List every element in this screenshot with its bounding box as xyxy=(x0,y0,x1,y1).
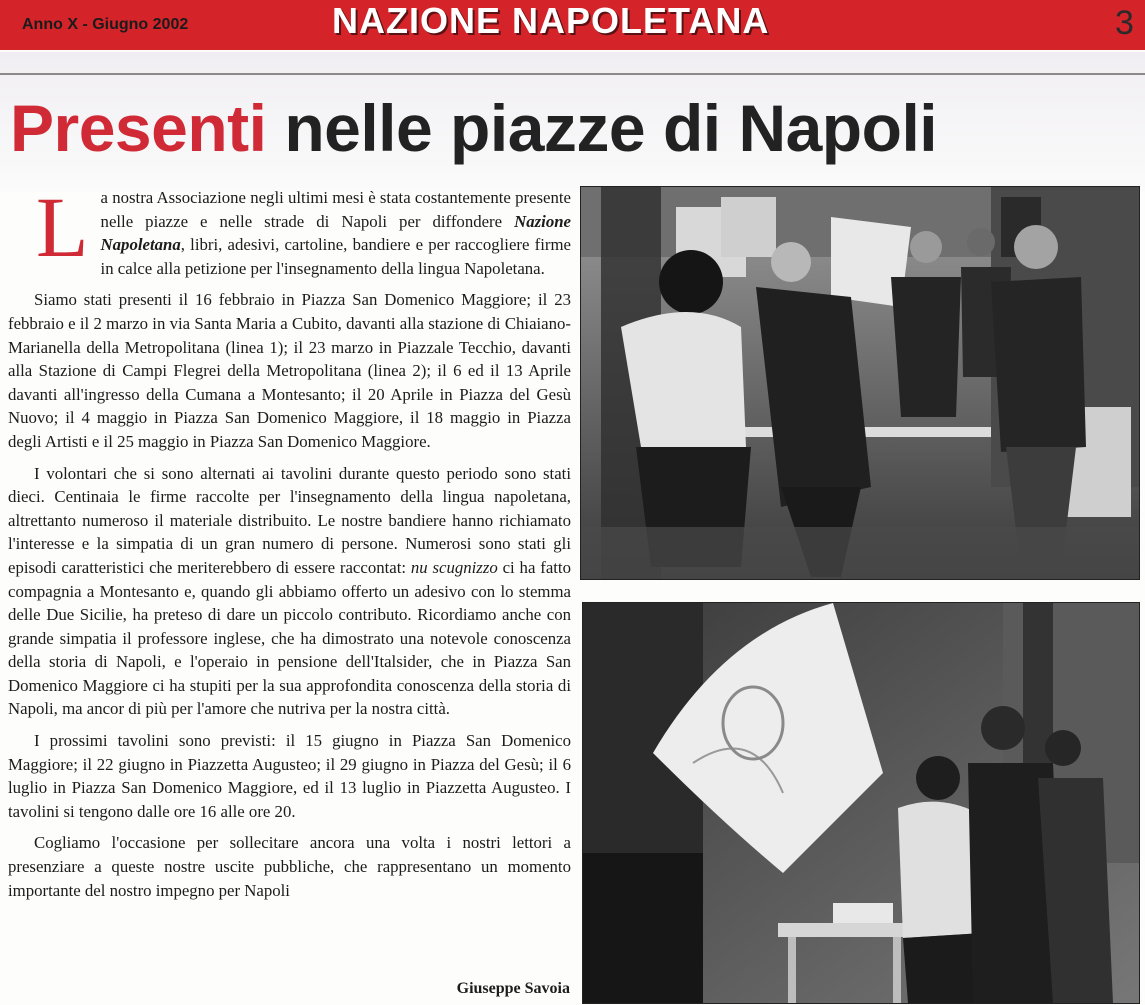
newspaper-title: NAZIONE NAPOLETANA xyxy=(332,0,770,41)
header-divider xyxy=(0,73,1145,75)
photo-street-stand-image xyxy=(581,187,1139,579)
issue-date: Anno X - Giugno 2002 xyxy=(22,16,189,33)
photo-flag-crowd-image xyxy=(583,603,1139,1003)
paragraph-5: Cogliamo l'occasione per sollecitare ancora una volta i nostri lettori a presenziare a queste nostre uscite pubbliche, che rappresentano un momento importante del nostro impegno per Napoli xyxy=(8,833,571,900)
paragraph-1 xyxy=(8,179,571,280)
paragraph-3 xyxy=(8,462,571,722)
paragraph-4: I prossimi tavolini sono previsti: il 15 giugno in Piazza San Domenico Maggiore; il 22 giugno in Piazzetta Augusteo; il 29 giugno in Piazza del Gesù; il 6 luglio in Piazza San Domenico Maggiore, ed il 13 luglio in Piazzetta Augusteo. I tavolini si tengono dalle ore 16 alle ore 20. xyxy=(8,731,571,821)
paragraph-2: Siamo stati presenti il 16 febbraio in Piazza San Domenico Maggiore; il 23 febbraio e il 2 marzo in via Santa Maria a Cubito, davanti alla stazione di Chiaiano-Marianella della Metropolitana (linea 1); il 23 marzo in Piazzale Tecchio, davanti alla Stazione di Campi Flegrei della Metropolitana (linea 2); il 6 ed il 13 Aprile davanti all'ingresso della Cumana a Montesanto; il 20 Aprile in Piazza del Gesù Nuovo; il 4 maggio in Piazza San Domenico Maggiore, il 18 maggio in Piazza degli Artisti e il 25 maggio in Piazza San Domenico Maggiore. xyxy=(8,290,571,451)
p1-text-b: , libri, adesivi, cartoline, bandiere e per raccogliere firme in calce alla petizione per l'insegnamento della lingua Napoletana. xyxy=(100,235,571,278)
dialect-phrase: nu scugnizzo xyxy=(410,557,498,577)
publication-name: Nazione Napoletana xyxy=(100,211,571,255)
photo-street-stand xyxy=(580,186,1140,580)
headline-rest: nelle piazze di Napoli xyxy=(284,91,938,165)
p3-text-b: ci ha fatto compagnia a Montesanto e, quando gli abbiamo offerto un adesivo con lo stemma delle Due Sicilie, ha preteso di dare un piccolo contributo. Ricordiamo anche con grande simpatia il professore inglese, che ha dimostrato una notevole conoscenza della storia di Napoli, e l'operaio in pensione dell'Italsider, che in Piazza San Domenico Maggiore ci ha stupiti per la sua approfondita conoscenza della storia di Napoli, ma ancor di più per l'amore che nutriva per la nostra città. xyxy=(8,557,571,719)
headline-highlight: Presenti xyxy=(10,91,267,165)
drop-cap: L xyxy=(36,179,89,275)
p1-text-a: a nostra Associazione negli ultimi mesi è stata costantemente presente nelle piazze e nelle strade di Napoli per diffondere xyxy=(100,188,571,231)
p3-text-a: I volontari che si sono alternati ai tavolini durante questo periodo sono stati dieci. Centinaia le firme raccolte per l'insegnamento della lingua napoletana, altrettanto numeroso il materiale distribuito. Le nostre bandiere hanno richiamato l'interesse e la simpatia di un gran numero di persone. Numerosi sono stati gli episodi caratteristici che meriterebbero di essere raccontat: xyxy=(8,463,571,577)
masthead-band xyxy=(0,0,1145,50)
article-headline xyxy=(10,88,1145,168)
article-body xyxy=(8,179,571,910)
author-signature: Giuseppe Savoia xyxy=(456,980,570,997)
photo-flag-crowd xyxy=(582,602,1140,1004)
page-number: 3 xyxy=(1115,4,1134,42)
